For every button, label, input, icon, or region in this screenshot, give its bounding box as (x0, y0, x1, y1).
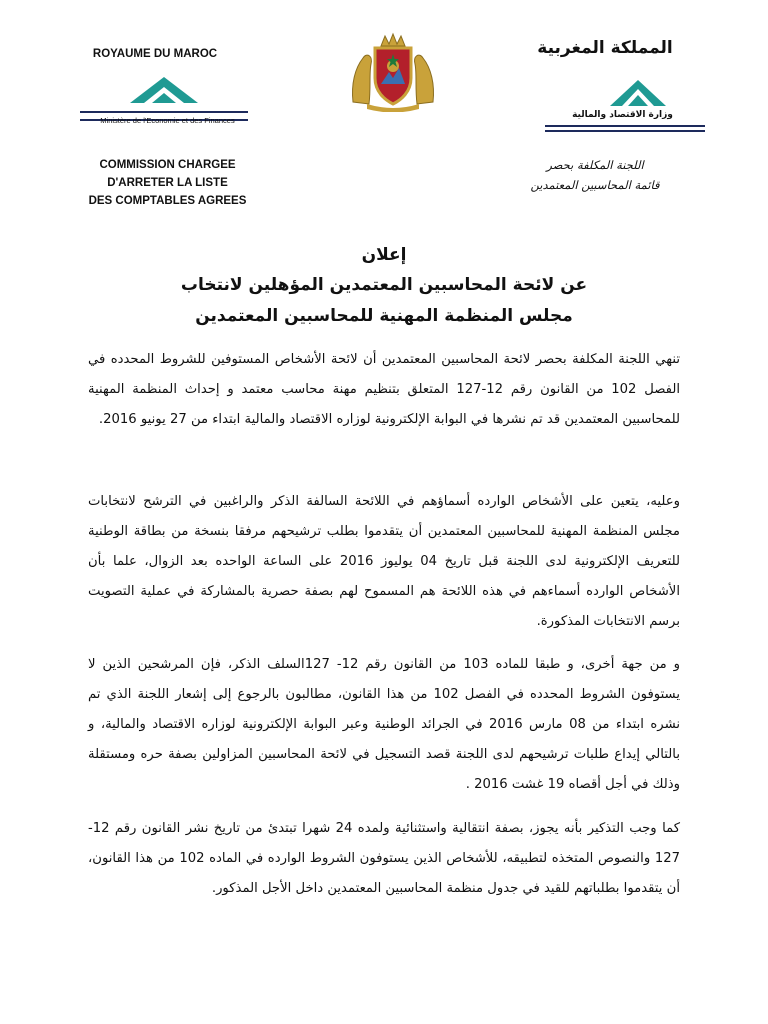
commission-name-fr (80, 156, 255, 210)
announcement-subtitle-line1: عن لائحة المحاسبين المعتمدين المؤهلين لانتخاب (180, 275, 588, 295)
kingdom-name-ar: المملكة المغربية (537, 38, 673, 58)
paragraph-3: و من جهة أخرى، و طبقا للماده 103 من القانون رقم 12- 127السلف الذكر، فإن المرشحين الذين لا يستوفون الشروط المحدده في الفصل 102 من هذا القانون، مطالبون بالرجوع إلى إشعار اللجنة الذي تم نشره ابتداء من 08 مارس 2016 في الجرائد الوطنية وعبر البوابة الإلكترونية لوزاره الاقتصاد والمالية، و بالتالي إيداع طلبات ترشيحهم لدى اللجنة قصد التسجيل في لائحة المحاسبين المزاولين بصفة حره ومستقلة وذلك في أجل أقصاه 19 غشت 2016 . (88, 657, 681, 792)
commission-name-ar (515, 155, 675, 195)
ministry-logo-left (78, 73, 250, 121)
paragraph-4: كما وجب التذكير بأنه يجوز، بصفة انتقالية واستثنائية ولمده 24 شهرا تبتدئ من تاريخ نشر القانون رقم 12- 127 والنصوص المتخذه لتطبيقه، للأشخاص الذين يستوفون الشروط الوارده في الماده 102 من هذا القانون، أن يتقدموا بطلباتهم للقيد في جدول منظمة المحاسبين المعتمدين داخل الأجل المذكور. (88, 821, 681, 896)
commission-fr-line: D'ARRETER LA LISTE (107, 177, 228, 189)
ministry-underline-right (545, 123, 705, 133)
ministry-name-ar: وزارة الاقتصاد والمالية (572, 110, 673, 120)
kingdom-name-fr: ROYAUME DU MAROC (92, 48, 218, 60)
paragraph-2: وعليه، يتعين على الأشخاص الوارده أسماؤهم في اللائحة السالفة الذكر والراغبين في الترشح لانتخابات مجلس المنظمة المهنية للمحاسبين المعتمدين أن يتقدموا بطلب ترشيحهم مرفقا بنسخة من بطاقة الوطنية للتعريف الإلكترونية لدى اللجنة قبل تاريخ 04 يوليوز 2016 على الساعة الواحده بعد الزوال، علما بأن الأشخاص الوارده أسماءهم في هذه اللائحة هم المسموح لهم بصفة حصرية بالمشاركة في عملية التصويت برسم الانتخابات المذكورة. (88, 494, 681, 629)
announcement-title: إعلان (361, 245, 407, 265)
announcement-subtitle-line2: مجلس المنظمة المهنية للمحاسبين المعتمدين (195, 306, 573, 326)
commission-fr-line: DES COMPTABLES AGREES (88, 195, 247, 207)
royal-coat-of-arms-emblem (347, 32, 439, 112)
commission-fr-line: COMMISSION CHARGEE (99, 159, 236, 171)
ministry-name-fr: Ministère de l'Economie et des Finances (100, 116, 235, 125)
ministry-logo-right (574, 78, 702, 112)
commission-ar-line: اللجنة المكلفة بحصر (546, 158, 644, 172)
paragraph-1: تنهي اللجنة المكلفة بحصر لائحة المحاسبين المعتمدين أن لائحة الأشخاص المستوفين للشروط المحدده في الفصل 102 من القانون رقم 12-127 المتعلق بتنظيم مهنة محاسب معتمد و إحداث المنظمة المهنية للمحاسبين المعتمدين قد تم نشرها في البوابة الإلكترونية لوزاره الاقتصاد والمالية ابتداء من 27 يونيو 2016. (88, 352, 681, 427)
commission-ar-line: قائمة المحاسبين المعتمدين (530, 178, 660, 192)
